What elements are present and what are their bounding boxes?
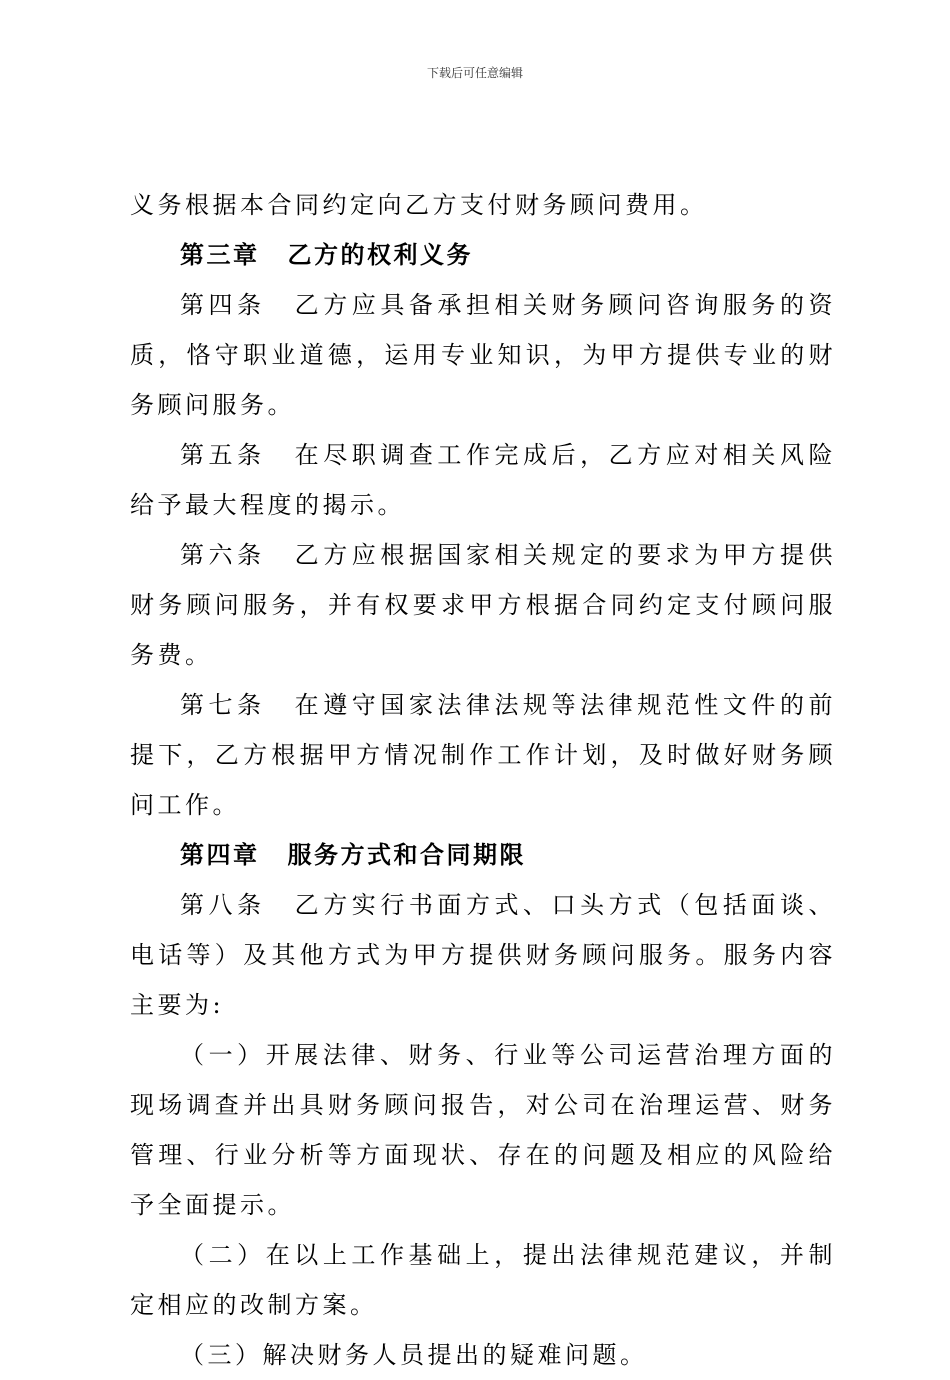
article-5-text: 在尽职调查工作完成后，乙方应对相关风险给予最大程度的揭示。 (130, 441, 837, 519)
article-6-number: 第六条 (180, 541, 266, 569)
article-5 (130, 430, 836, 530)
chapter-3-number: 第三章 (180, 240, 260, 269)
list-item-3: （三）解决财务人员提出的疑难问题。 (180, 1341, 648, 1369)
article-7-text: 在遵守国家法律法规等法律规范性文件的前提下，乙方根据甲方情况制作工作计划，及时做好财务顾问工作。 (130, 691, 837, 819)
article-7-number: 第七条 (180, 691, 266, 719)
article-4-number: 第四条 (180, 291, 266, 319)
paragraph-continuation: 义务根据本合同约定向乙方支付财务顾问费用。 (130, 191, 708, 219)
article-8-number: 第八条 (180, 891, 266, 919)
chapter-4-number: 第四章 (180, 840, 260, 869)
article-8 (130, 880, 836, 1030)
list-item-2: （二）在以上工作基础上，提出法律规范建议，并制定相应的改制方案。 (130, 1241, 836, 1319)
document-body (130, 180, 836, 1380)
chapter-4-heading (130, 830, 836, 880)
page-header: 下载后可任意编辑 (426, 66, 523, 80)
article-6 (130, 530, 836, 680)
list-item-1: （一）开展法律、财务、行业等公司运营治理方面的现场调查并出具财务顾问报告，对公司在治理运营、财务管理、行业分析等方面现状、存在的问题及相应的风险给予全面提示。 (130, 1041, 836, 1219)
article-4 (130, 280, 836, 430)
chapter-3-title: 乙方的权利义务 (287, 240, 473, 269)
article-6-text: 乙方应根据国家相关规定的要求为甲方提供财务顾问服务，并有权要求甲方根据合同约定支付顾问服务费。 (130, 541, 837, 669)
article-5-number: 第五条 (180, 441, 266, 469)
article-7 (130, 680, 836, 830)
chapter-4-title: 服务方式和合同期限 (287, 840, 526, 869)
article-4-text: 乙方应具备承担相关财务顾问咨询服务的资质，恪守职业道德，运用专业知识，为甲方提供专业的财务顾问服务。 (130, 291, 837, 419)
article-8-text: 乙方实行书面方式、口头方式（包括面谈、电话等）及其他方式为甲方提供财务顾问服务。服务内容主要为: (130, 891, 837, 1019)
chapter-3-heading (130, 230, 836, 280)
